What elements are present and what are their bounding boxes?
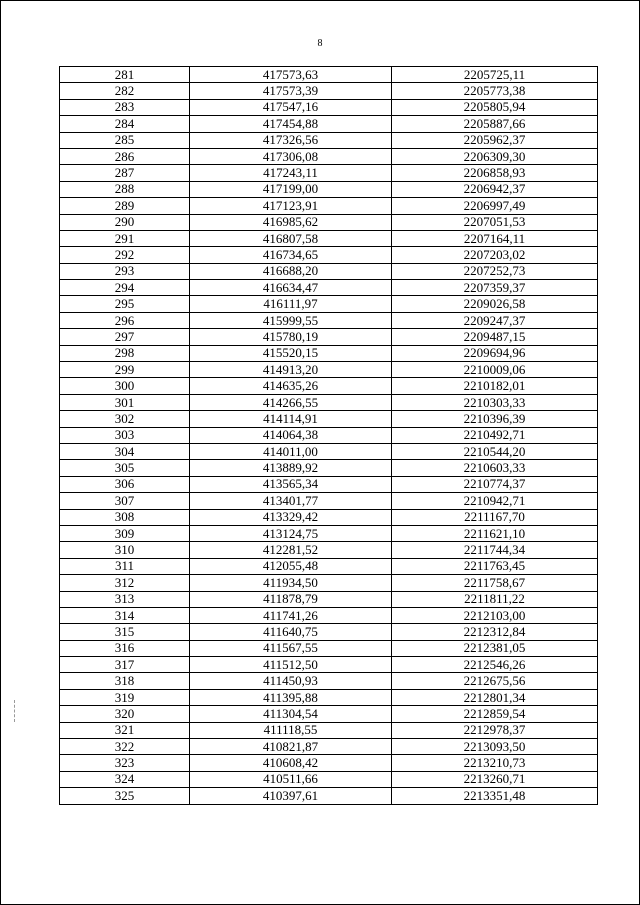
point-number-cell: 322: [60, 739, 190, 755]
y-coordinate-cell: 2206997,49: [392, 198, 598, 214]
y-coordinate-cell: 2206942,37: [392, 181, 598, 197]
y-coordinate-cell: 2213260,71: [392, 771, 598, 787]
y-coordinate-cell: 2210603,33: [392, 460, 598, 476]
y-coordinate-cell: 2212801,34: [392, 689, 598, 705]
y-coordinate-cell: 2209487,15: [392, 329, 598, 345]
y-coordinate-cell: 2209694,96: [392, 345, 598, 361]
x-coordinate-cell: 413889,92: [190, 460, 392, 476]
y-coordinate-cell: 2209026,58: [392, 296, 598, 312]
x-coordinate-cell: 415999,55: [190, 312, 392, 328]
table-row: [60, 640, 598, 656]
x-coordinate-cell: 416985,62: [190, 214, 392, 230]
point-number-cell: 323: [60, 755, 190, 771]
point-number-cell: 283: [60, 99, 190, 115]
y-coordinate-cell: 2213210,73: [392, 755, 598, 771]
y-coordinate-cell: 2207252,73: [392, 263, 598, 279]
table-row: [60, 83, 598, 99]
x-coordinate-cell: 416807,58: [190, 230, 392, 246]
y-coordinate-cell: 2211167,70: [392, 509, 598, 525]
point-number-cell: 286: [60, 148, 190, 164]
point-number-cell: 324: [60, 771, 190, 787]
table-row: [60, 198, 598, 214]
y-coordinate-cell: 2212675,56: [392, 673, 598, 689]
page-number: 8: [317, 38, 323, 49]
x-coordinate-cell: 414011,00: [190, 443, 392, 459]
table-row: [60, 280, 598, 296]
x-coordinate-cell: 417326,56: [190, 132, 392, 148]
point-number-cell: 289: [60, 198, 190, 214]
y-coordinate-cell: 2206858,93: [392, 165, 598, 181]
table-row: [60, 165, 598, 181]
x-coordinate-cell: 410397,61: [190, 788, 392, 804]
table-row: [60, 706, 598, 722]
table-row: [60, 263, 598, 279]
margin-mark: [14, 700, 16, 722]
coordinates-table: [59, 66, 598, 805]
x-coordinate-cell: 417306,08: [190, 148, 392, 164]
table-row: [60, 525, 598, 541]
x-coordinate-cell: 411567,55: [190, 640, 392, 656]
table-row: [60, 542, 598, 558]
table-row: [60, 296, 598, 312]
x-coordinate-cell: 410608,42: [190, 755, 392, 771]
y-coordinate-cell: 2212103,00: [392, 607, 598, 623]
x-coordinate-cell: 412055,48: [190, 558, 392, 574]
y-coordinate-cell: 2207203,02: [392, 247, 598, 263]
x-coordinate-cell: 410511,66: [190, 771, 392, 787]
x-coordinate-cell: 411934,50: [190, 575, 392, 591]
point-number-cell: 304: [60, 443, 190, 459]
point-number-cell: 314: [60, 607, 190, 623]
y-coordinate-cell: 2207164,11: [392, 230, 598, 246]
point-number-cell: 319: [60, 689, 190, 705]
x-coordinate-cell: 411741,26: [190, 607, 392, 623]
table-row: [60, 362, 598, 378]
y-coordinate-cell: 2205962,37: [392, 132, 598, 148]
table-row: [60, 607, 598, 623]
x-coordinate-cell: 411878,79: [190, 591, 392, 607]
table-row: [60, 739, 598, 755]
x-coordinate-cell: 417573,63: [190, 67, 392, 83]
y-coordinate-cell: 2212859,54: [392, 706, 598, 722]
x-coordinate-cell: 414635,26: [190, 378, 392, 394]
x-coordinate-cell: 417547,16: [190, 99, 392, 115]
point-number-cell: 302: [60, 411, 190, 427]
point-number-cell: 296: [60, 312, 190, 328]
table-row: [60, 509, 598, 525]
x-coordinate-cell: 414064,38: [190, 427, 392, 443]
table-row: [60, 460, 598, 476]
x-coordinate-cell: 416734,65: [190, 247, 392, 263]
x-coordinate-cell: 413124,75: [190, 525, 392, 541]
table-row: [60, 411, 598, 427]
y-coordinate-cell: 2211763,45: [392, 558, 598, 574]
point-number-cell: 310: [60, 542, 190, 558]
table-row: [60, 673, 598, 689]
y-coordinate-cell: 2210182,01: [392, 378, 598, 394]
y-coordinate-cell: 2212978,37: [392, 722, 598, 738]
x-coordinate-cell: 417243,11: [190, 165, 392, 181]
x-coordinate-cell: 413401,77: [190, 493, 392, 509]
point-number-cell: 288: [60, 181, 190, 197]
table-row: [60, 657, 598, 673]
point-number-cell: 298: [60, 345, 190, 361]
y-coordinate-cell: 2205887,66: [392, 116, 598, 132]
x-coordinate-cell: 415520,15: [190, 345, 392, 361]
y-coordinate-cell: 2212381,05: [392, 640, 598, 656]
x-coordinate-cell: 416634,47: [190, 280, 392, 296]
table-row: [60, 394, 598, 410]
point-number-cell: 325: [60, 788, 190, 804]
point-number-cell: 306: [60, 476, 190, 492]
point-number-cell: 291: [60, 230, 190, 246]
point-number-cell: 309: [60, 525, 190, 541]
table-row: [60, 722, 598, 738]
x-coordinate-cell: 411118,55: [190, 722, 392, 738]
y-coordinate-cell: 2205725,11: [392, 67, 598, 83]
table-row: [60, 181, 598, 197]
point-number-cell: 307: [60, 493, 190, 509]
x-coordinate-cell: 411395,88: [190, 689, 392, 705]
x-coordinate-cell: 410821,87: [190, 739, 392, 755]
table-row: [60, 624, 598, 640]
point-number-cell: 284: [60, 116, 190, 132]
y-coordinate-cell: 2211744,34: [392, 542, 598, 558]
x-coordinate-cell: 411640,75: [190, 624, 392, 640]
x-coordinate-cell: 412281,52: [190, 542, 392, 558]
x-coordinate-cell: 411450,93: [190, 673, 392, 689]
point-number-cell: 287: [60, 165, 190, 181]
table-row: [60, 575, 598, 591]
point-number-cell: 290: [60, 214, 190, 230]
x-coordinate-cell: 416688,20: [190, 263, 392, 279]
point-number-cell: 285: [60, 132, 190, 148]
table-row: [60, 312, 598, 328]
table-row: [60, 148, 598, 164]
table-row: [60, 378, 598, 394]
point-number-cell: 315: [60, 624, 190, 640]
point-number-cell: 293: [60, 263, 190, 279]
table-row: [60, 67, 598, 83]
y-coordinate-cell: 2212546,26: [392, 657, 598, 673]
y-coordinate-cell: 2210396,39: [392, 411, 598, 427]
y-coordinate-cell: 2206309,30: [392, 148, 598, 164]
point-number-cell: 297: [60, 329, 190, 345]
y-coordinate-cell: 2207051,53: [392, 214, 598, 230]
x-coordinate-cell: 417123,91: [190, 198, 392, 214]
point-number-cell: 300: [60, 378, 190, 394]
x-coordinate-cell: 413329,42: [190, 509, 392, 525]
table-row: [60, 329, 598, 345]
y-coordinate-cell: 2210303,33: [392, 394, 598, 410]
table-body: [60, 67, 598, 805]
point-number-cell: 313: [60, 591, 190, 607]
x-coordinate-cell: 414913,20: [190, 362, 392, 378]
table-row: [60, 247, 598, 263]
point-number-cell: 320: [60, 706, 190, 722]
y-coordinate-cell: 2210774,37: [392, 476, 598, 492]
point-number-cell: 312: [60, 575, 190, 591]
table-row: [60, 476, 598, 492]
table-row: [60, 214, 598, 230]
point-number-cell: 292: [60, 247, 190, 263]
x-coordinate-cell: 417199,00: [190, 181, 392, 197]
table-row: [60, 230, 598, 246]
x-coordinate-cell: 414266,55: [190, 394, 392, 410]
table-row: [60, 116, 598, 132]
point-number-cell: 294: [60, 280, 190, 296]
x-coordinate-cell: 417573,39: [190, 83, 392, 99]
y-coordinate-cell: 2211811,22: [392, 591, 598, 607]
point-number-cell: 301: [60, 394, 190, 410]
point-number-cell: 303: [60, 427, 190, 443]
y-coordinate-cell: 2210492,71: [392, 427, 598, 443]
point-number-cell: 308: [60, 509, 190, 525]
table-row: [60, 788, 598, 804]
x-coordinate-cell: 411304,54: [190, 706, 392, 722]
table-row: [60, 771, 598, 787]
table-row: [60, 132, 598, 148]
x-coordinate-cell: 411512,50: [190, 657, 392, 673]
y-coordinate-cell: 2211621,10: [392, 525, 598, 541]
point-number-cell: 282: [60, 83, 190, 99]
table-row: [60, 493, 598, 509]
point-number-cell: 295: [60, 296, 190, 312]
point-number-cell: 299: [60, 362, 190, 378]
x-coordinate-cell: 415780,19: [190, 329, 392, 345]
y-coordinate-cell: 2212312,84: [392, 624, 598, 640]
table-row: [60, 755, 598, 771]
point-number-cell: 305: [60, 460, 190, 476]
table-row: [60, 427, 598, 443]
y-coordinate-cell: 2210942,71: [392, 493, 598, 509]
y-coordinate-cell: 2213093,50: [392, 739, 598, 755]
y-coordinate-cell: 2209247,37: [392, 312, 598, 328]
x-coordinate-cell: 416111,97: [190, 296, 392, 312]
point-number-cell: 318: [60, 673, 190, 689]
point-number-cell: 317: [60, 657, 190, 673]
table-row: [60, 689, 598, 705]
x-coordinate-cell: 413565,34: [190, 476, 392, 492]
y-coordinate-cell: 2210544,20: [392, 443, 598, 459]
table-row: [60, 591, 598, 607]
table-row: [60, 345, 598, 361]
point-number-cell: 311: [60, 558, 190, 574]
y-coordinate-cell: 2205805,94: [392, 99, 598, 115]
y-coordinate-cell: 2205773,38: [392, 83, 598, 99]
x-coordinate-cell: 414114,91: [190, 411, 392, 427]
table-row: [60, 558, 598, 574]
table-row: [60, 99, 598, 115]
y-coordinate-cell: 2213351,48: [392, 788, 598, 804]
y-coordinate-cell: 2207359,37: [392, 280, 598, 296]
point-number-cell: 281: [60, 67, 190, 83]
y-coordinate-cell: 2211758,67: [392, 575, 598, 591]
table-row: [60, 443, 598, 459]
x-coordinate-cell: 417454,88: [190, 116, 392, 132]
point-number-cell: 316: [60, 640, 190, 656]
point-number-cell: 321: [60, 722, 190, 738]
y-coordinate-cell: 2210009,06: [392, 362, 598, 378]
